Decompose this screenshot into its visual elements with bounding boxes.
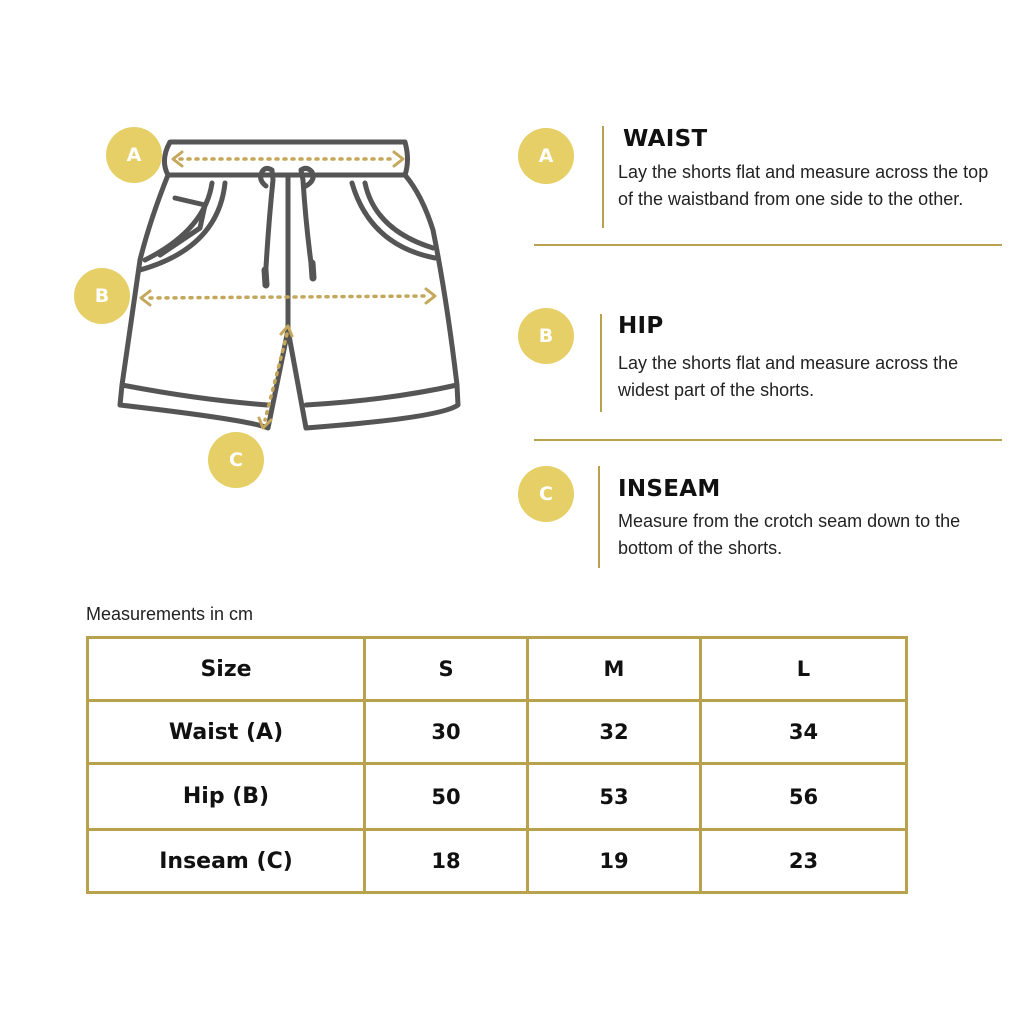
- table-cell: 56: [701, 764, 907, 830]
- right-pocket-inner: [365, 183, 433, 248]
- hip-arrow-right: [426, 289, 435, 303]
- waist-arrow-right: [394, 152, 403, 166]
- header-s: S: [365, 638, 528, 701]
- inseam-title: INSEAM: [618, 476, 721, 502]
- inseam-section: [518, 466, 1008, 576]
- table-cell: 19: [528, 830, 701, 893]
- table-row: [88, 830, 907, 893]
- size-chart-table: [86, 636, 908, 894]
- shorts-outline-illustration: [0, 0, 520, 520]
- waist-badge: A: [518, 128, 574, 184]
- header-m: M: [528, 638, 701, 701]
- row-label: Inseam (C): [88, 830, 365, 893]
- divider-rule: [534, 244, 1002, 246]
- right-drawstring-tip: [312, 263, 313, 278]
- table-row: [88, 701, 907, 764]
- table-cell: 32: [528, 701, 701, 764]
- hip-measure-line: [150, 296, 428, 298]
- waist-divider: [602, 126, 604, 228]
- left-cuff-line: [122, 385, 268, 405]
- hip-badge: B: [518, 308, 574, 364]
- table-cell: 30: [365, 701, 528, 764]
- table-cell: 53: [528, 764, 701, 830]
- left-drawstring-tip: [265, 270, 266, 285]
- hip-description: Lay the shorts flat and measure across the widest part of the shorts.: [618, 353, 959, 400]
- waist-title: WAIST: [623, 126, 708, 152]
- inseam-divider: [598, 466, 600, 568]
- row-label: Waist (A): [88, 701, 365, 764]
- badge-a: A: [106, 127, 162, 183]
- table-cell: 50: [365, 764, 528, 830]
- shorts-diagram: [0, 0, 520, 520]
- table-cell: 23: [701, 830, 907, 893]
- table-cell: 18: [365, 830, 528, 893]
- table-header-row: [88, 638, 907, 701]
- inseam-description: Measure from the crotch seam down to the bottom of the shorts.: [618, 511, 961, 558]
- badge-c: C: [208, 432, 264, 488]
- header-size: Size: [88, 638, 365, 701]
- header-l: L: [701, 638, 907, 701]
- divider-rule: [534, 439, 1002, 441]
- badge-b: B: [74, 268, 130, 324]
- waist-section: [518, 126, 1008, 236]
- hip-section: [518, 308, 1008, 418]
- hip-divider: [600, 314, 602, 412]
- waist-description: Lay the shorts flat and measure across the top of the waistband from one side to the other.: [618, 162, 989, 209]
- hip-title: HIP: [618, 313, 664, 339]
- right-cuff-line: [306, 385, 457, 405]
- table-row: [88, 764, 907, 830]
- row-label: Hip (B): [88, 764, 365, 830]
- table-caption: Measurements in cm: [86, 604, 254, 624]
- table-cell: 34: [701, 701, 907, 764]
- inseam-badge: C: [518, 466, 574, 522]
